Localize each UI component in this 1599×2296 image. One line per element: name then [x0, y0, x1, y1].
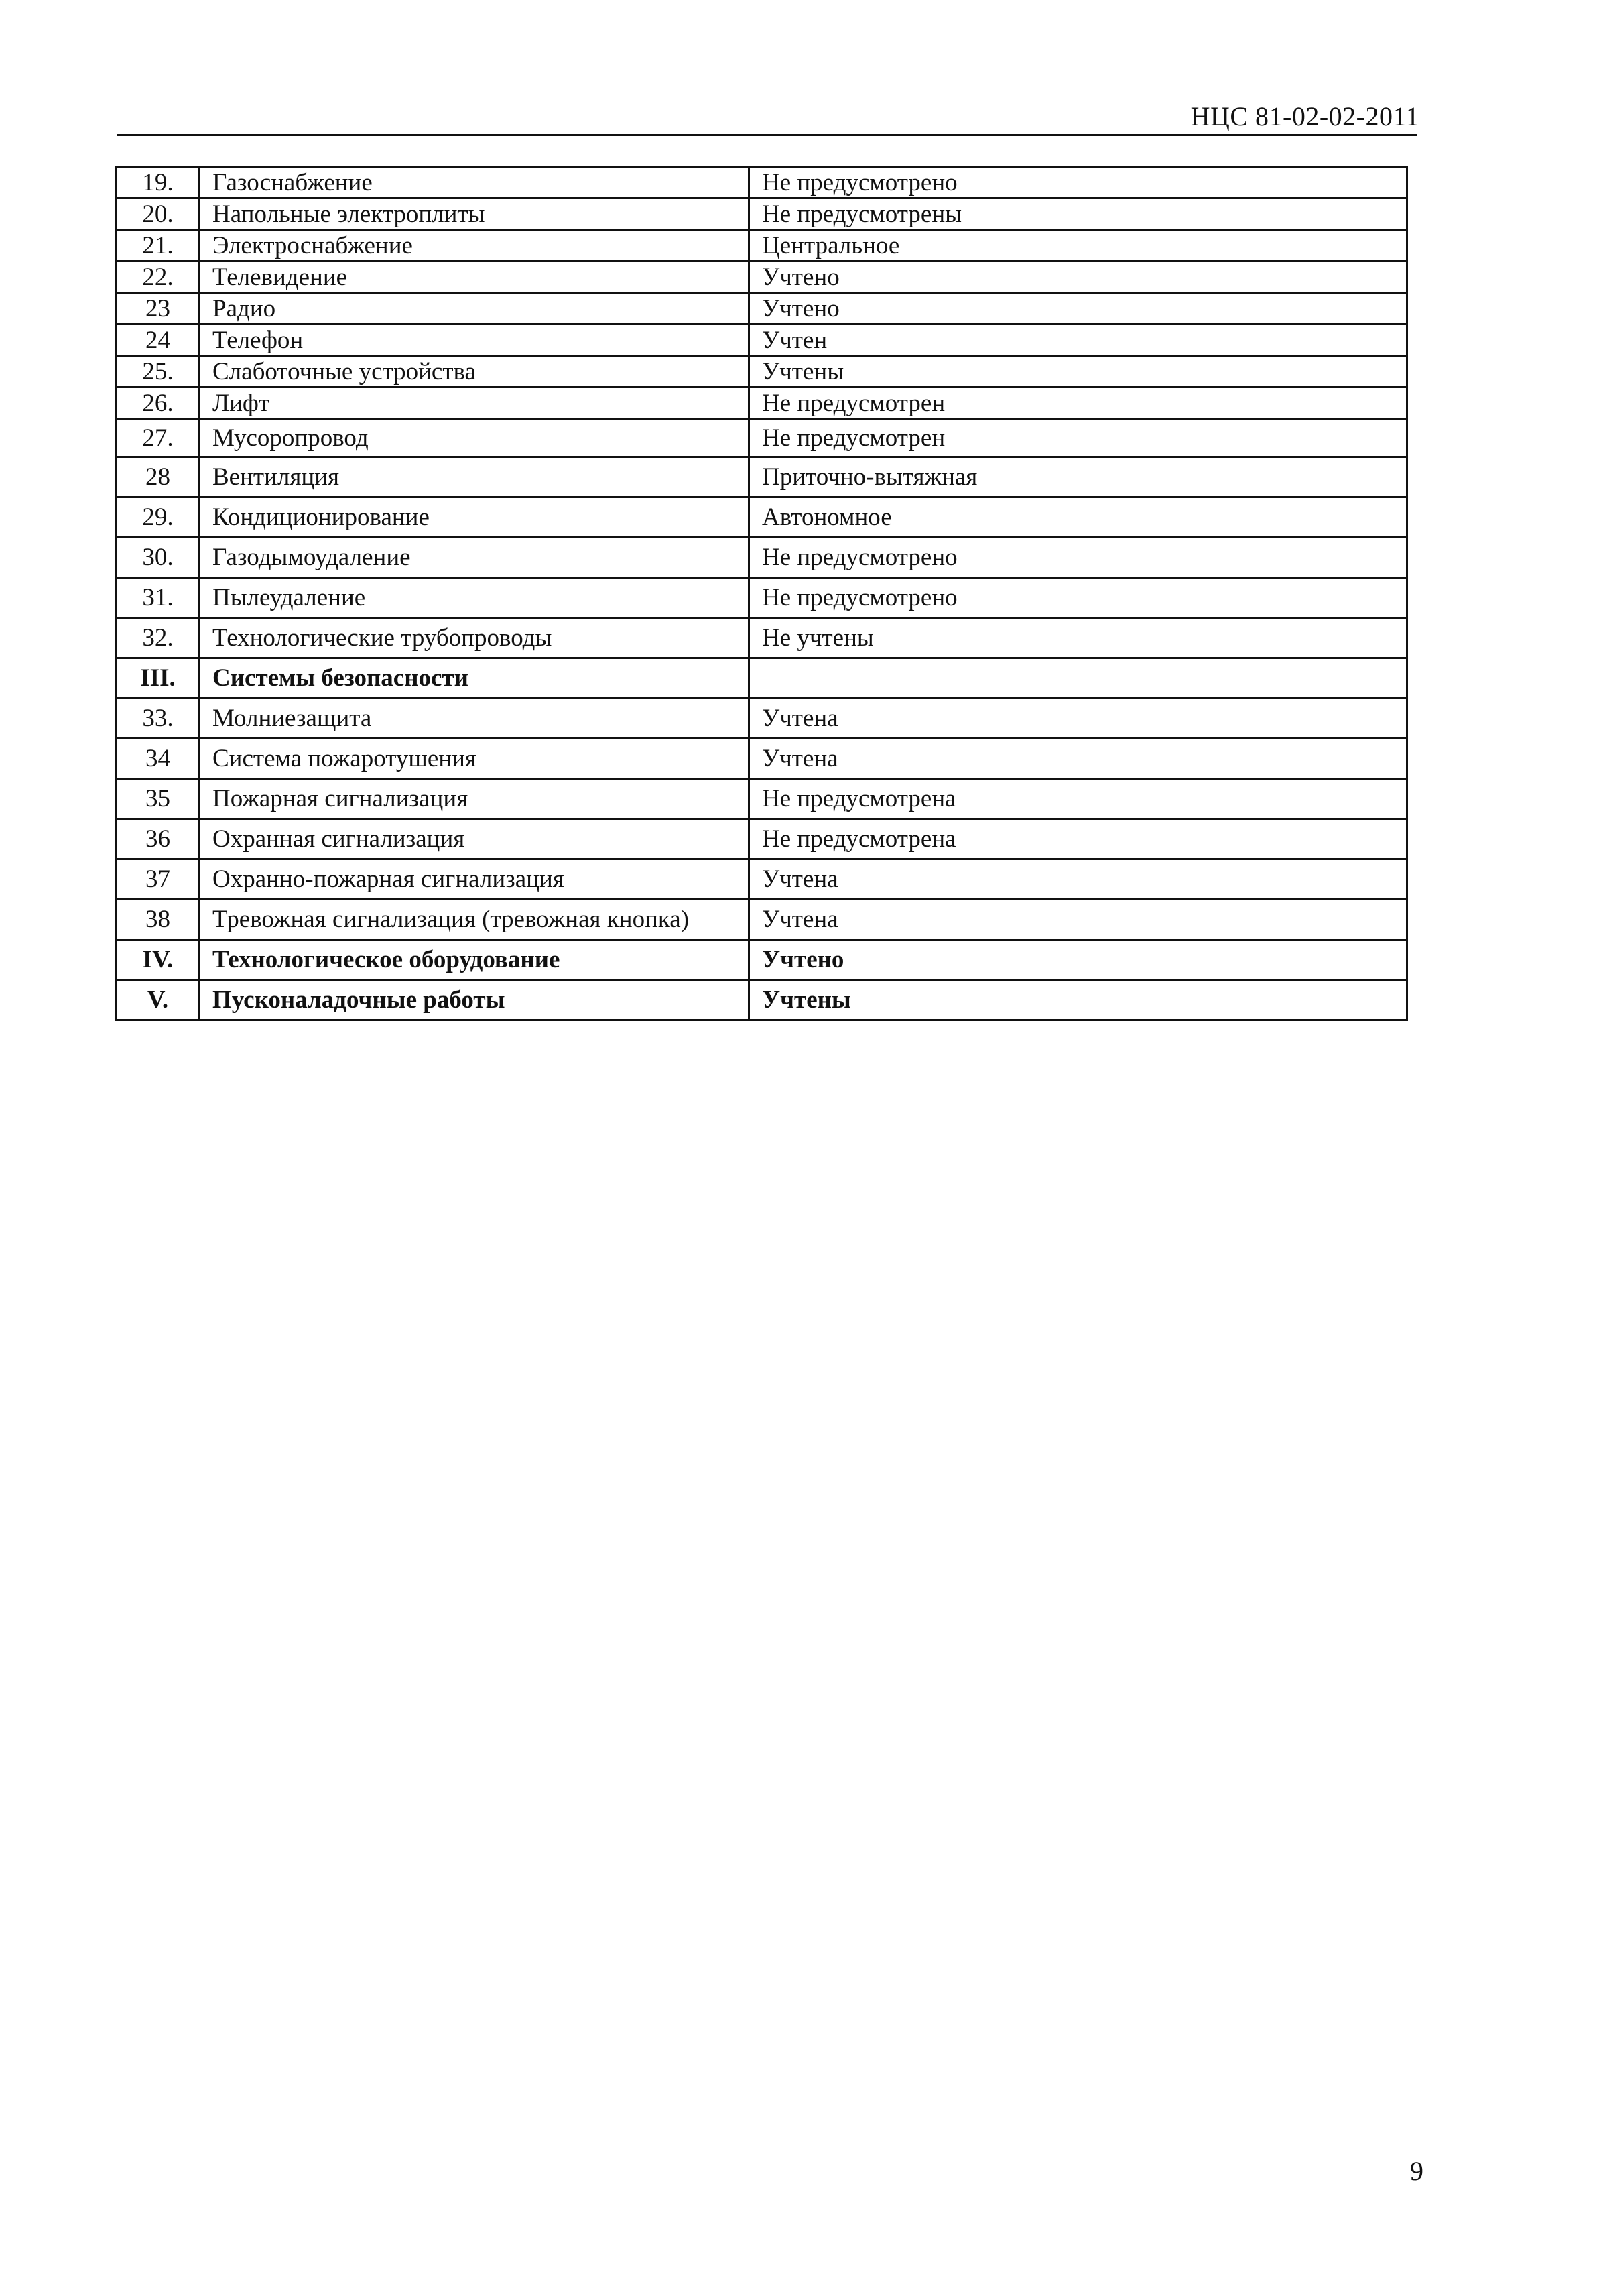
row-name-cell: Телевидение [200, 261, 749, 293]
section-row [117, 980, 1407, 1020]
table-row [117, 739, 1407, 779]
specification-table [115, 166, 1408, 1021]
row-value-cell: Не учтены [749, 618, 1407, 658]
row-number-cell: 26. [117, 387, 200, 419]
row-number-cell: 33. [117, 699, 200, 739]
row-value-cell: Не предусмотрено [749, 578, 1407, 618]
header-divider [117, 134, 1417, 136]
row-number-cell: 31. [117, 578, 200, 618]
page-number: 9 [1410, 2156, 1423, 2186]
row-number-cell: 30. [117, 538, 200, 578]
row-name-cell: Пожарная сигнализация [200, 779, 749, 819]
table-row [117, 324, 1407, 356]
row-name-cell: Напольные электроплиты [200, 198, 749, 230]
table-row [117, 497, 1407, 538]
row-value-cell: Учтены [749, 356, 1407, 387]
table-row [117, 699, 1407, 739]
table-row [117, 859, 1407, 900]
row-number-cell: 28 [117, 457, 200, 497]
document-code: НЦС 81-02-02-2011 [1190, 101, 1419, 131]
row-name-cell: Пылеудаление [200, 578, 749, 618]
row-number-cell: 23 [117, 293, 200, 324]
row-value-cell: Учтено [749, 261, 1407, 293]
table-row [117, 198, 1407, 230]
section-row [117, 658, 1407, 699]
row-number-cell: 24 [117, 324, 200, 356]
table-row [117, 356, 1407, 387]
row-number-cell: V. [117, 980, 200, 1020]
row-value-cell: Учтена [749, 900, 1407, 940]
table-row [117, 819, 1407, 859]
table-row [117, 618, 1407, 658]
row-value-cell: Учтена [749, 739, 1407, 779]
row-name-cell: Молниезащита [200, 699, 749, 739]
row-value-cell: Не предусмотрено [749, 167, 1407, 198]
row-name-cell: Слаботочные устройства [200, 356, 749, 387]
row-value-cell: Не предусмотрено [749, 538, 1407, 578]
table-row [117, 387, 1407, 419]
table-row [117, 419, 1407, 457]
row-name-cell: Мусоропровод [200, 419, 749, 457]
row-name-cell: Электроснабжение [200, 230, 749, 261]
row-name-cell: Охранно-пожарная сигнализация [200, 859, 749, 900]
table-row [117, 261, 1407, 293]
row-number-cell: 25. [117, 356, 200, 387]
row-number-cell: 21. [117, 230, 200, 261]
table-row [117, 779, 1407, 819]
row-value-cell: Учтена [749, 699, 1407, 739]
row-value-cell: Учтено [749, 293, 1407, 324]
row-name-cell: Лифт [200, 387, 749, 419]
row-number-cell: 29. [117, 497, 200, 538]
table-row [117, 900, 1407, 940]
row-number-cell: III. [117, 658, 200, 699]
row-name-cell: Газоснабжение [200, 167, 749, 198]
table-row [117, 167, 1407, 198]
row-value-cell [749, 658, 1407, 699]
row-value-cell: Не предусмотрен [749, 387, 1407, 419]
row-name-cell: Охранная сигнализация [200, 819, 749, 859]
table-row [117, 293, 1407, 324]
table-row [117, 230, 1407, 261]
row-name-cell: Радио [200, 293, 749, 324]
table-row [117, 457, 1407, 497]
row-number-cell: 32. [117, 618, 200, 658]
row-number-cell: 36 [117, 819, 200, 859]
row-value-cell: Не предусмотрен [749, 419, 1407, 457]
table-row [117, 578, 1407, 618]
row-number-cell: 19. [117, 167, 200, 198]
row-name-cell: Система пожаротушения [200, 739, 749, 779]
row-number-cell: 34 [117, 739, 200, 779]
specification-table-body [117, 167, 1407, 1020]
row-value-cell: Учтен [749, 324, 1407, 356]
row-name-cell: Телефон [200, 324, 749, 356]
row-value-cell: Учтены [749, 980, 1407, 1020]
row-value-cell: Автономное [749, 497, 1407, 538]
row-value-cell: Не предусмотрены [749, 198, 1407, 230]
row-value-cell: Не предусмотрена [749, 779, 1407, 819]
row-name-cell: Пусконаладочные работы [200, 980, 749, 1020]
row-number-cell: 37 [117, 859, 200, 900]
row-value-cell: Учтена [749, 859, 1407, 900]
row-name-cell: Газодымоудаление [200, 538, 749, 578]
table-row [117, 538, 1407, 578]
row-number-cell: 22. [117, 261, 200, 293]
row-number-cell: 38 [117, 900, 200, 940]
row-name-cell: Кондиционирование [200, 497, 749, 538]
row-number-cell: 27. [117, 419, 200, 457]
row-name-cell: Технологическое оборудование [200, 940, 749, 980]
row-name-cell: Технологические трубопроводы [200, 618, 749, 658]
row-name-cell: Тревожная сигнализация (тревожная кнопка) [200, 900, 749, 940]
row-name-cell: Вентиляция [200, 457, 749, 497]
row-value-cell: Центральное [749, 230, 1407, 261]
section-row [117, 940, 1407, 980]
row-number-cell: 20. [117, 198, 200, 230]
row-value-cell: Не предусмотрена [749, 819, 1407, 859]
row-value-cell: Приточно-вытяжная [749, 457, 1407, 497]
row-number-cell: IV. [117, 940, 200, 980]
row-number-cell: 35 [117, 779, 200, 819]
row-value-cell: Учтено [749, 940, 1407, 980]
row-name-cell: Системы безопасности [200, 658, 749, 699]
